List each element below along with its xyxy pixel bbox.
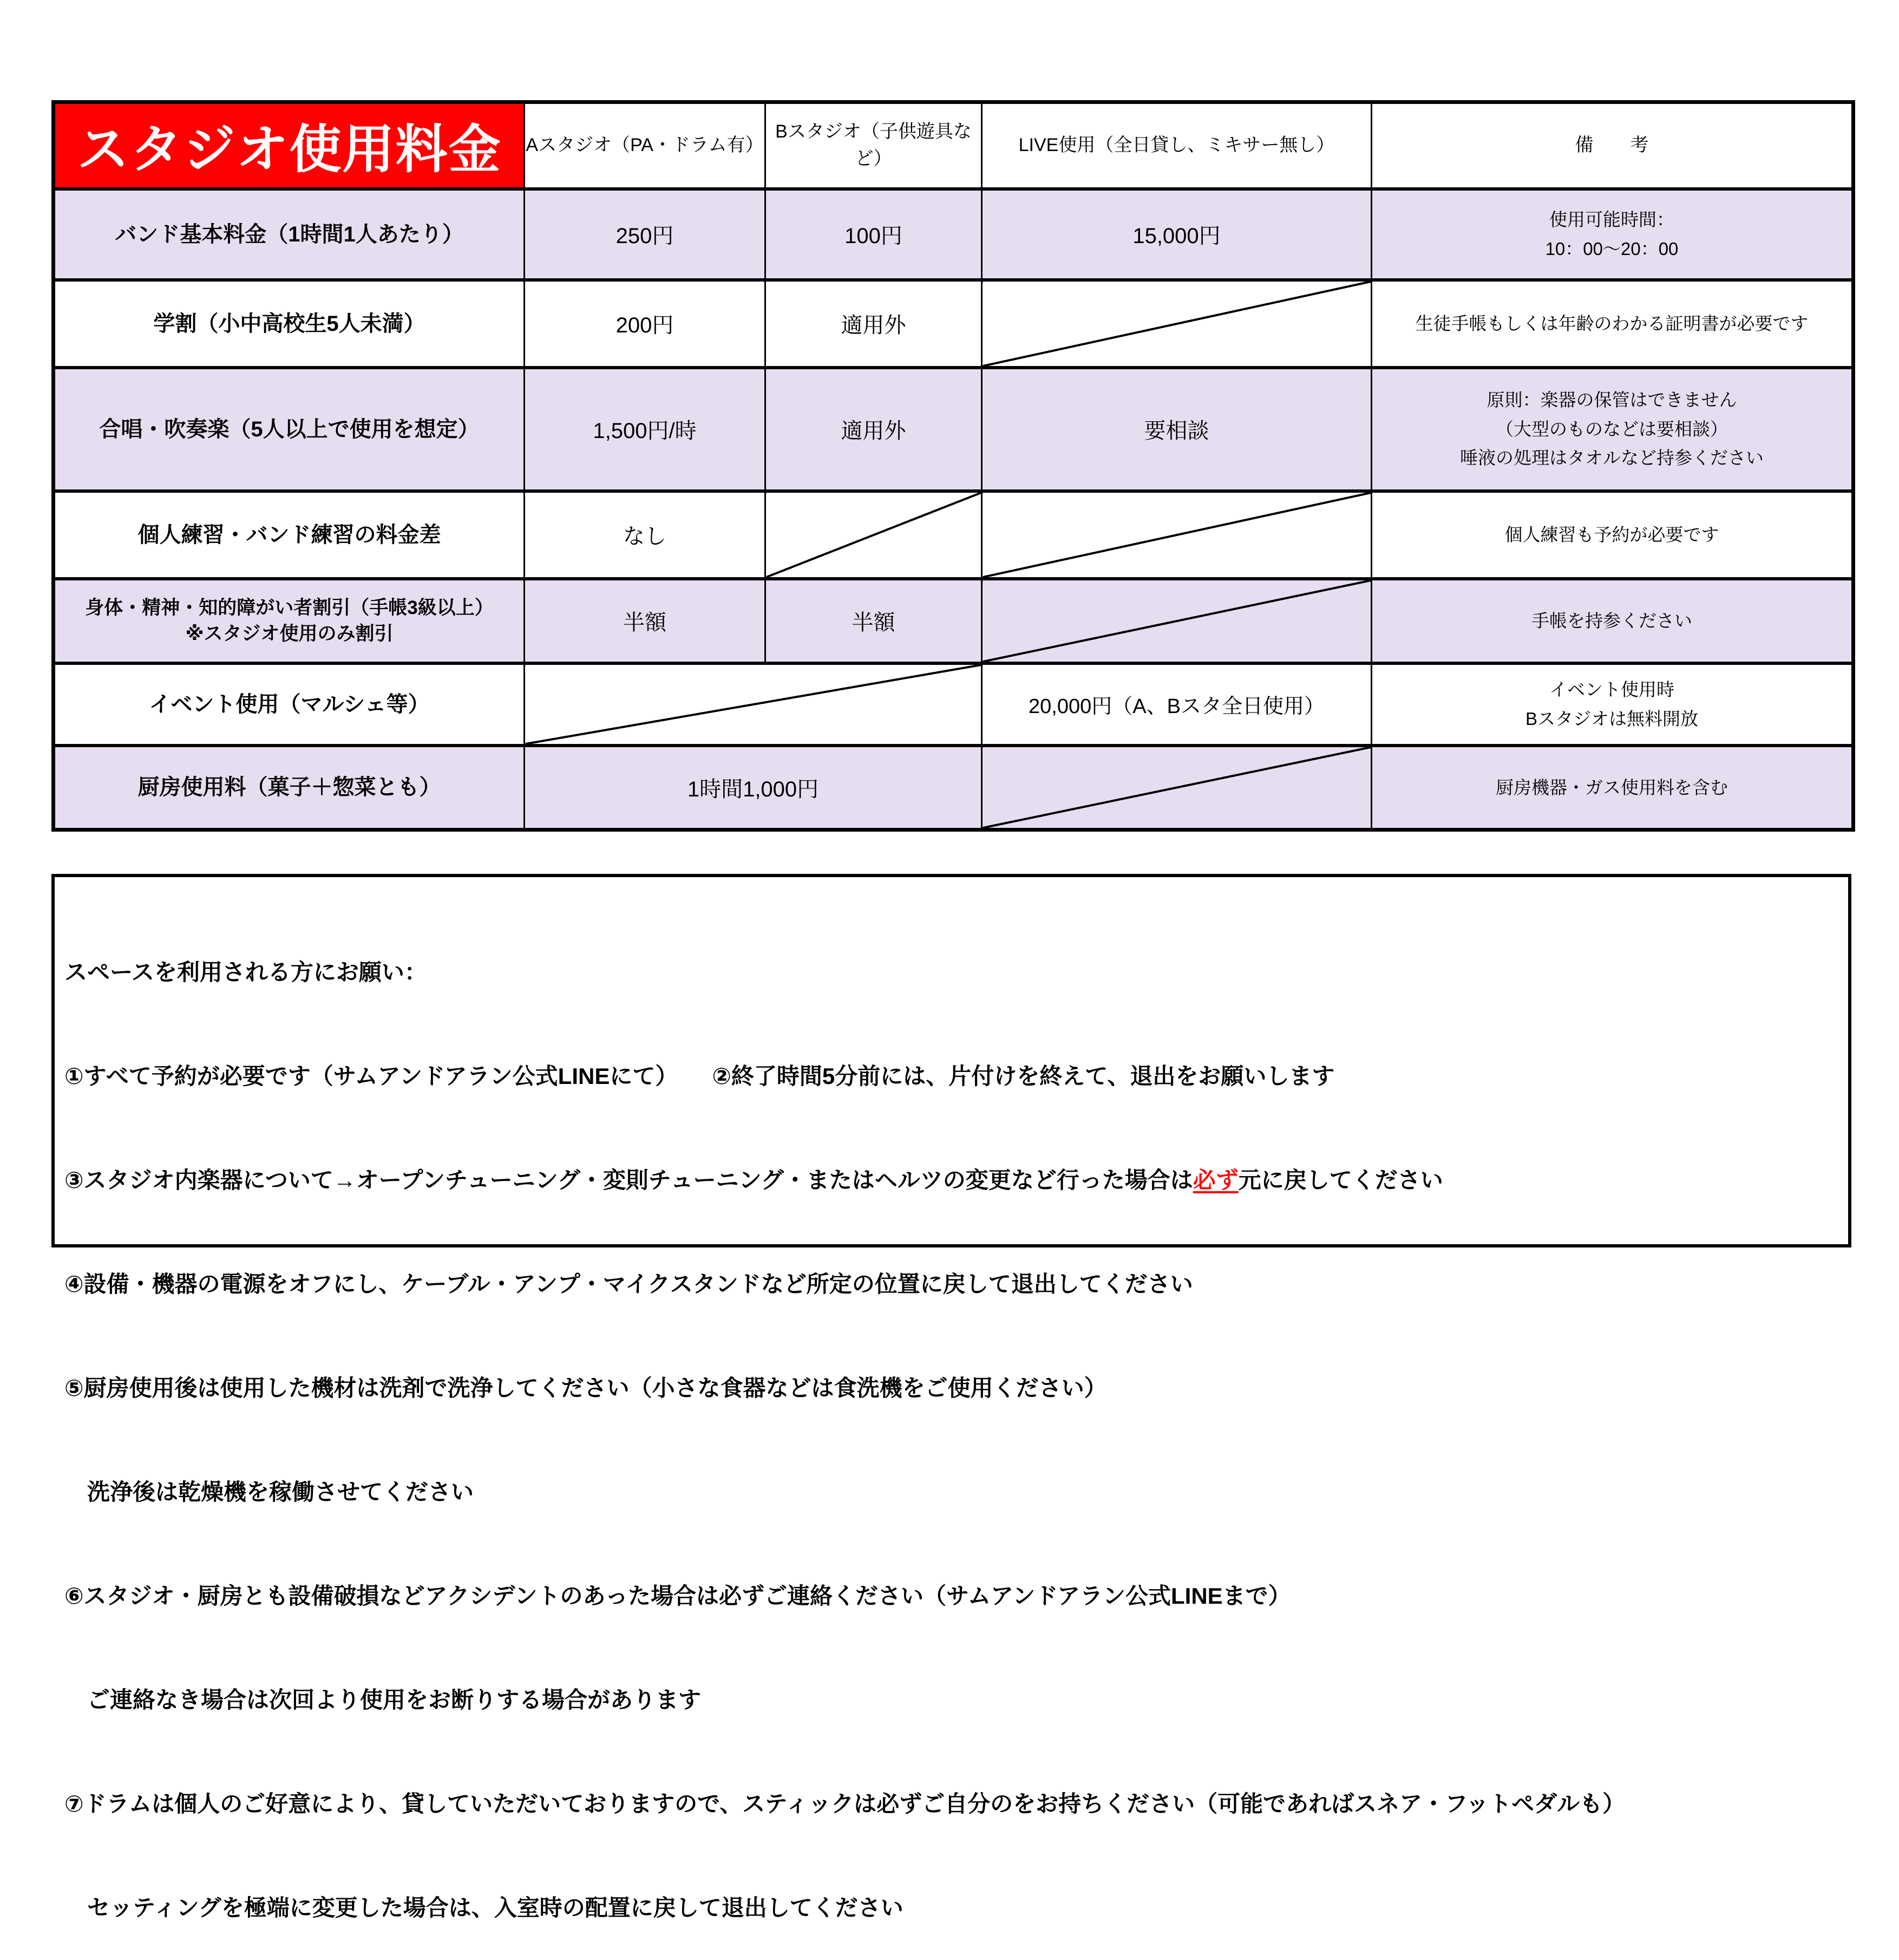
- rule-1-2: ①すべて予約が必要です（サムアンドアラン公式LINEにて） ②終了時間5分前には、片付けを終えて、退出をお願いします: [64, 1063, 1335, 1089]
- cell-band-live: 15,000円: [982, 189, 1372, 280]
- row-kojin: [54, 491, 1854, 579]
- cell-shogai-remark: 手帳を持参ください: [1372, 579, 1854, 663]
- rule-7-cont: セッティングを極端に変更した場合は、入室時の配置に戻して退出してください: [64, 1895, 903, 1920]
- remark-line: イベント使用時: [1549, 680, 1674, 700]
- cell-gassho-remark: [1372, 368, 1854, 491]
- cell-chubo-remark: 厨房機器・ガス使用料を含む: [1372, 746, 1854, 830]
- rule-6-cont: ご連絡なき場合は次回より使用をお断りする場合があります: [64, 1687, 702, 1713]
- row-gassho: [54, 368, 1854, 491]
- cell-kojin-a: なし: [525, 491, 765, 579]
- cell-gakuwari-live-na-diagonal: [982, 280, 1372, 368]
- col-header-a-studio: Aスタジオ（PA・ドラム有）: [525, 102, 765, 189]
- cell-event-live: 20,000円（A、Bスタ全日使用）: [982, 663, 1372, 746]
- rule-3-post: 元に戻してください: [1238, 1167, 1443, 1193]
- row-chubo: [54, 746, 1854, 830]
- cell-gassho-live: 要相談: [982, 368, 1372, 491]
- cell-band-b: 100円: [765, 189, 982, 280]
- col-header-live: LIVE使用（全日貸し、ミキサー無し）: [982, 102, 1372, 189]
- remark-line: 唾液の処理はタオルなど持参ください: [1460, 448, 1764, 468]
- remark-line: 原則：楽器の保管はできません: [1487, 390, 1737, 410]
- rule-6: ⑥スタジオ・厨房とも設備破損などアクシデントのあった場合は必ずご連絡ください（サムアンドアラン公式LINEまで）: [64, 1583, 1291, 1609]
- usage-rules-box: [51, 874, 1851, 1920]
- header-row: [54, 102, 1854, 189]
- row-shogai: [54, 579, 1854, 663]
- cell-band-remark: [1372, 189, 1854, 280]
- cell-gakuwari-remark: 生徒手帳もしくは年齢のわかる証明書が必要です: [1372, 280, 1854, 368]
- rule-3-pre: ③スタジオ内楽器について→オープンチューニング・変則チューニング・またはヘルツの変更など行った場合は: [64, 1167, 1193, 1193]
- remark-line: Bスタジオは無料開放: [1525, 708, 1698, 729]
- rule-3-emphasis: 必ず: [1193, 1167, 1239, 1193]
- cell-kojin-live-na-diagonal: [982, 491, 1372, 579]
- cell-chubo-ab: 1時間1,000円: [525, 746, 982, 830]
- row-band: [54, 189, 1854, 280]
- cell-gakuwari-b: 適用外: [765, 280, 982, 368]
- cell-gakuwari-a: 200円: [525, 280, 765, 368]
- cell-gassho-a: 1,500円/時: [525, 368, 765, 491]
- price-table: [51, 100, 1855, 832]
- cell-shogai-a: 半額: [525, 579, 765, 663]
- rule-3: [64, 1163, 1838, 1198]
- cell-event-remark: [1372, 663, 1854, 746]
- remark-line: 10：00〜20：00: [1545, 238, 1679, 259]
- remark-line: 使用可能時間：: [1549, 210, 1674, 230]
- label-line: ※スタジオ使用のみ割引: [185, 623, 394, 644]
- rule-5: ⑤厨房使用後は使用した機材は洗剤で洗浄してください（小さな食器などは食洗機をご使用ください）: [64, 1375, 1107, 1401]
- row-kojin-label: 個人練習・バンド練習の料金差: [54, 491, 525, 579]
- cell-shogai-b: 半額: [765, 579, 982, 663]
- rules-heading: スペースを利用される方にお願い：: [64, 959, 427, 985]
- row-chubo-label: 厨房使用料（菓子＋惣菜とも）: [54, 746, 525, 830]
- col-header-remarks: 備 考: [1372, 102, 1854, 189]
- cell-kojin-remark: 個人練習も予約が必要です: [1372, 491, 1854, 579]
- row-band-label: バンド基本料金（1時間1人あたり）: [54, 189, 525, 280]
- row-shogai-label: [54, 579, 525, 663]
- row-gakuwari: [54, 280, 1854, 368]
- col-header-b-studio: Bスタジオ（子供遊具など）: [765, 102, 982, 189]
- cell-gassho-b: 適用外: [765, 368, 982, 491]
- table-title: スタジオ使用料金: [54, 102, 525, 189]
- cell-kojin-b-na-diagonal: [765, 491, 982, 579]
- label-line: 身体・精神・知的障がい者割引（手帳3級以上）: [85, 597, 494, 619]
- cell-shogai-live-na-diagonal: [982, 579, 1372, 663]
- rule-4: ④設備・機器の電源をオフにし、ケーブル・アンプ・マイクスタンドなど所定の位置に戻して退出してください: [64, 1271, 1193, 1297]
- rule-7: ⑦ドラムは個人のご好意により、貸していただいておりますので、スティックは必ずご自分のをお持ちください（可能であればスネア・フットペダルも）: [64, 1791, 1626, 1817]
- cell-event-ab-na-diagonal: [525, 663, 982, 746]
- remark-line: （大型のものなどは要相談）: [1496, 419, 1728, 439]
- row-event: [54, 663, 1854, 746]
- row-event-label: イベント使用（マルシェ等）: [54, 663, 525, 746]
- cell-chubo-live-na-diagonal: [982, 746, 1372, 830]
- rule-5-cont: 洗浄後は乾燥機を稼働させてください: [64, 1479, 474, 1505]
- row-gakuwari-label: 学割（小中高校生5人未満）: [54, 280, 525, 368]
- row-gassho-label: 合唱・吹奏楽（5人以上で使用を想定）: [54, 368, 525, 491]
- cell-band-a: 250円: [525, 189, 765, 280]
